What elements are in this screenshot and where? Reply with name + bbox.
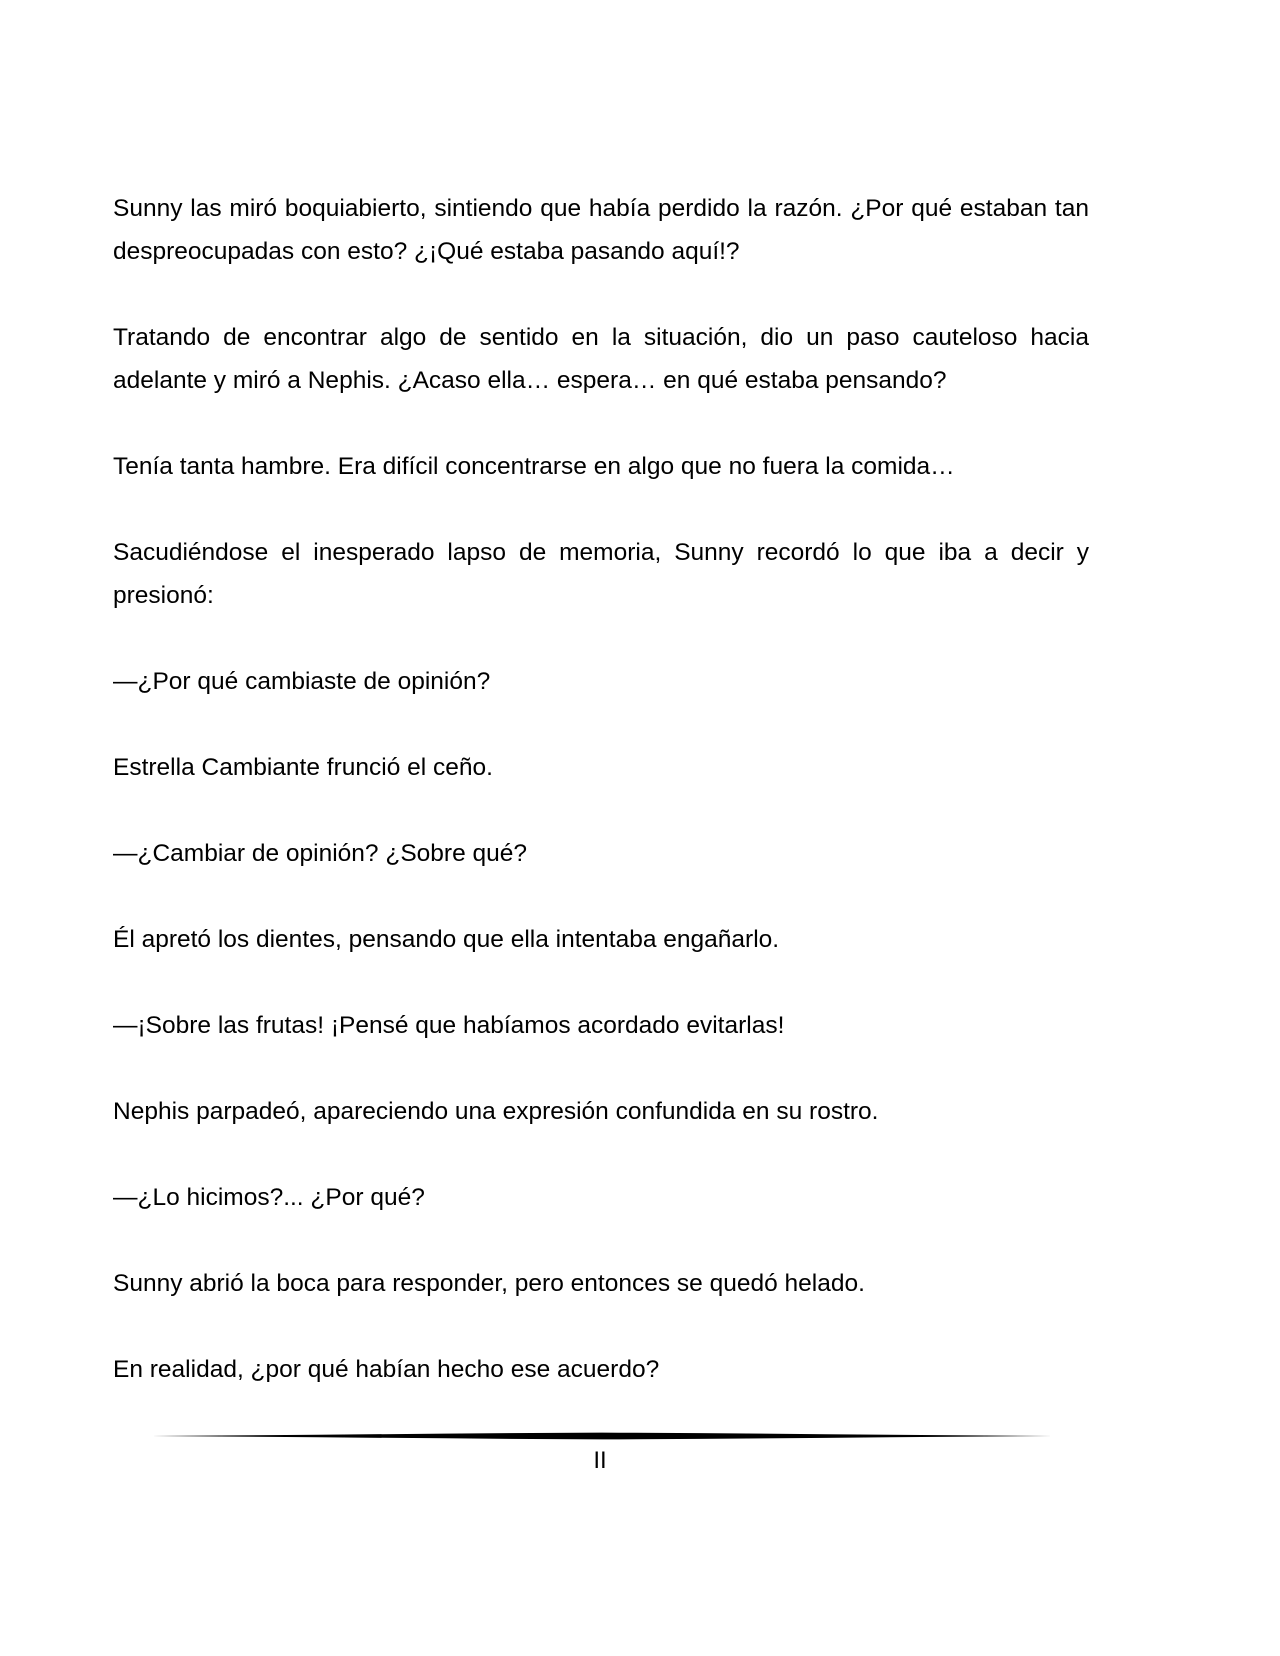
paragraph-9: En realidad, ¿por qué habían hecho ese acuerdo? bbox=[113, 1356, 660, 1383]
dialogue-2: —¿Cambiar de opinión? ¿Sobre qué? bbox=[113, 840, 528, 867]
paragraph-3: Tenía tanta hambre. Era difícil concentrarse en algo que no fuera la comida… bbox=[113, 453, 955, 480]
paragraph-1: Sunny las miró boquiabierto, sintiendo que había perdido la razón. ¿Por qué estaban tan despreocupadas con esto? ¿¡Qué estaba pasando aquí!? bbox=[113, 195, 1089, 265]
divider-shape bbox=[152, 1433, 1052, 1440]
page-number: II bbox=[593, 1447, 607, 1474]
paragraph-6: Él apretó los dientes, pensando que ella intentaba engañarlo. bbox=[113, 926, 780, 953]
body-text bbox=[113, 187, 1089, 1391]
paragraph-7: Nephis parpadeó, apareciendo una expresión confundida en su rostro. bbox=[113, 1098, 879, 1125]
paragraph-5: Estrella Cambiante frunció el ceño. bbox=[113, 754, 493, 781]
dialogue-4: —¿Lo hicimos?... ¿Por qué? bbox=[113, 1184, 425, 1211]
tapered-line-divider-icon bbox=[152, 1429, 1052, 1443]
paragraph-8: Sunny abrió la boca para responder, pero entonces se quedó helado. bbox=[113, 1270, 865, 1297]
paragraph-2: Tratando de encontrar algo de sentido en la situación, dio un paso cauteloso hacia adelante y miró a Nephis. ¿Acaso ella… espera… en qué estaba pensando? bbox=[113, 324, 1089, 394]
dialogue-3: —¡Sobre las frutas! ¡Pensé que habíamos acordado evitarlas! bbox=[113, 1012, 785, 1039]
paragraph-4: Sacudiéndose el inesperado lapso de memoria, Sunny recordó lo que iba a decir y presionó: bbox=[113, 539, 1089, 609]
dialogue-1: —¿Por qué cambiaste de opinión? bbox=[113, 668, 491, 695]
